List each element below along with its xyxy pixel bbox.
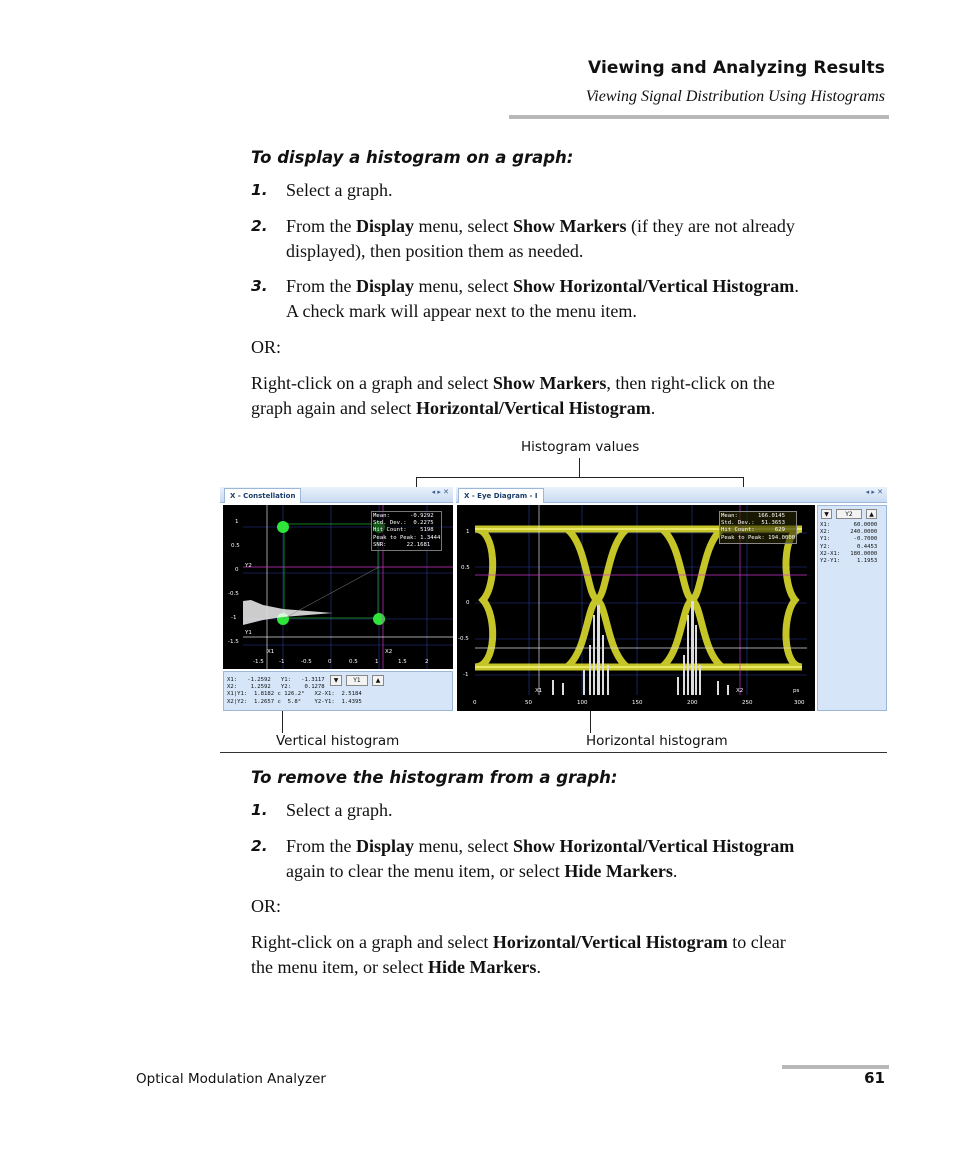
tab-eye-diagram[interactable]: X - Eye Diagram - I — [458, 488, 544, 503]
x-tick-label: 0 — [473, 700, 477, 706]
marker-down-button[interactable]: ▼ — [330, 675, 342, 686]
x-tick-label: 0.5 — [349, 659, 358, 665]
marker-y1-button[interactable]: Y1 — [346, 675, 368, 686]
x-tick-label: 200 — [687, 700, 698, 706]
marker-up-button[interactable]: ▲ — [866, 509, 877, 519]
y-tick-label: -1 — [231, 615, 237, 621]
y-tick-label: -1.5 — [228, 639, 239, 645]
constellation-stats-box: Mean: -0.9292 Std. Dev.: 0.2275 Hit Count: 5198 Peak to Peak: 1.3444 SNR: 22.1681 — [371, 511, 442, 551]
figure-bottom-rule — [220, 752, 887, 753]
step-number: 2. — [251, 837, 268, 855]
x-tick-label: 150 — [632, 700, 643, 706]
y-tick-label: 0 — [235, 567, 239, 573]
footer-product-name: Optical Modulation Analyzer — [136, 1071, 326, 1087]
alternative-text: Right-click on a graph and select Show Markers, then right-click on the graph again and select Horizontal/Vertical Histogram. — [251, 373, 775, 418]
step-number: 2. — [251, 217, 268, 235]
y-tick-label: -1 — [463, 672, 469, 678]
x-tick-label: 300 — [794, 700, 805, 706]
y-tick-label: 0.5 — [461, 565, 470, 571]
step-text: From the Display menu, select Show Horizontal/Vertical Histogram. A check mark will appear next to the menu item. — [286, 276, 799, 321]
marker-label-y2: Y2 — [245, 563, 252, 569]
page-number: 61 — [864, 1069, 885, 1087]
x-unit-label: ps — [793, 688, 800, 694]
step-number: 3. — [251, 277, 268, 295]
callout-horizontal-histogram: Horizontal histogram — [586, 733, 728, 749]
constellation-readout-values: X1: -1.2592 Y1: -1.3117 X2: 1.2592 Y2: 0.1278 X1|Y1: 1.8182 c 126.2° X2-X1: 2.5184 X2|Y2: 1.2657 c 5.8° Y2-Y1: 1.4395 — [227, 677, 362, 705]
x-tick-label: 1 — [375, 659, 379, 665]
panel-nav-icon[interactable]: ◂ ▸ ✕ — [431, 488, 449, 496]
procedure-heading-remove: To remove the histogram from a graph: — [251, 768, 618, 787]
x-tick-label: -1 — [279, 659, 285, 665]
histogram-screenshot-figure — [220, 487, 887, 712]
x-tick-label: 100 — [577, 700, 588, 706]
callout-leader — [590, 711, 591, 733]
marker-y2-button[interactable]: Y2 — [836, 509, 862, 519]
panel-nav-icon[interactable]: ◂ ▸ ✕ — [865, 488, 883, 496]
y-tick-label: 1 — [466, 529, 470, 535]
running-header-title: Viewing and Analyzing Results — [588, 58, 885, 78]
marker-label-x1: X1 — [267, 649, 275, 655]
or-separator: OR: — [251, 337, 282, 357]
eye-diagram-plot[interactable] — [457, 505, 815, 711]
tab-constellation[interactable]: X - Constellation — [224, 488, 301, 503]
step-number: 1. — [251, 181, 268, 199]
step-text: Select a graph. — [286, 180, 393, 200]
step-text: From the Display menu, select Show Markers (if they are not already displayed), then position them as needed. — [286, 216, 795, 261]
y-tick-label: 0 — [466, 600, 470, 606]
marker-down-button[interactable]: ▼ — [821, 509, 832, 519]
callout-leader — [579, 458, 580, 478]
x-tick-label: 250 — [742, 700, 753, 706]
x-tick-label: -1.5 — [253, 659, 264, 665]
callout-leader — [282, 711, 283, 733]
or-separator: OR: — [251, 896, 282, 916]
marker-label-y1: Y1 — [245, 630, 252, 636]
eye-readout-values: X1: 60.0000 X2: 240.0000 Y1: -0.7000 Y2: 0.4453 X2-X1: 180.0000 Y2-Y1: 1.1953 — [820, 522, 878, 565]
callout-vertical-histogram: Vertical histogram — [276, 733, 400, 749]
y-tick-label: -0.5 — [228, 591, 239, 597]
x-tick-label: 50 — [525, 700, 532, 706]
x-tick-label: 2 — [425, 659, 429, 665]
callout-leader — [416, 477, 744, 478]
x-tick-label: 1.5 — [398, 659, 407, 665]
x-tick-label: 0 — [328, 659, 332, 665]
marker-up-button[interactable]: ▲ — [372, 675, 384, 686]
alternative-text: Right-click on a graph and select Horizontal/Vertical Histogram to clear the menu item, or select Hide Markers. — [251, 932, 786, 977]
y-tick-label: 0.5 — [231, 543, 240, 549]
constellation-tabbar — [220, 487, 453, 503]
constellation-marker-readout — [223, 671, 453, 711]
step-text: Select a graph. — [286, 800, 393, 820]
y-tick-label: 1 — [235, 519, 239, 525]
constellation-plot[interactable] — [223, 505, 453, 669]
running-header-subtitle: Viewing Signal Distribution Using Histograms — [585, 88, 885, 105]
marker-label-x1: X1 — [535, 688, 543, 694]
eye-stats-box: Mean: 166.0145 Std. Dev.: 51.3653 Hit Count: 629 Peak to Peak: 194.0000 — [719, 511, 797, 544]
marker-label-x2: X2 — [736, 688, 744, 694]
marker-label-x2: X2 — [385, 649, 393, 655]
step-number: 1. — [251, 801, 268, 819]
step-text: From the Display menu, select Show Horizontal/Vertical Histogram again to clear the menu item, or select Hide Markers. — [286, 836, 795, 881]
callout-histogram-values: Histogram values — [521, 439, 640, 455]
eye-marker-readout — [817, 505, 887, 711]
y-tick-label: -0.5 — [458, 636, 469, 642]
procedure-heading-display: To display a histogram on a graph: — [251, 148, 574, 167]
header-rule — [509, 115, 889, 119]
eye-diagram-tabbar — [456, 487, 887, 503]
x-tick-label: -0.5 — [301, 659, 312, 665]
